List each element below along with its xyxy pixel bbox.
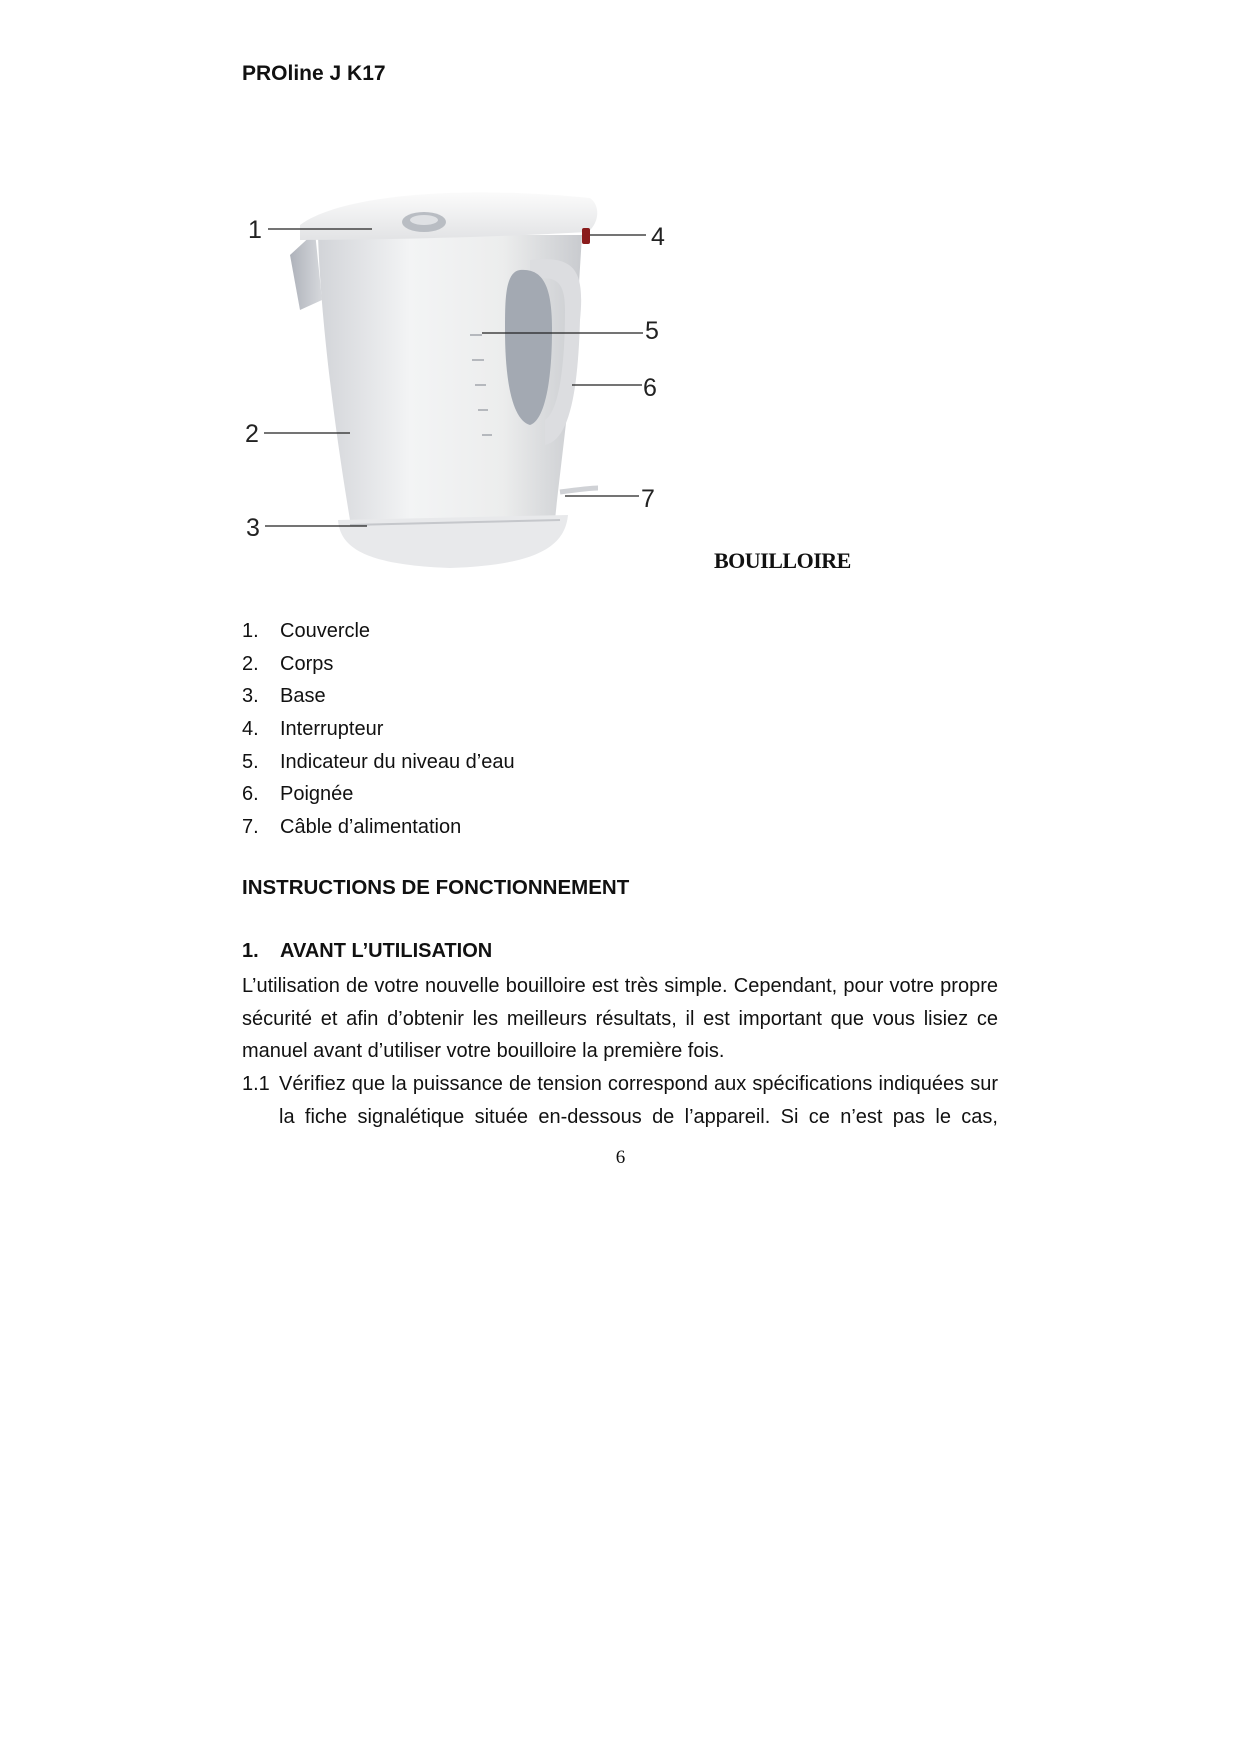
- list-item: 4. Interrupteur: [242, 718, 384, 741]
- figure-title: BOUILLOIRE: [714, 548, 851, 573]
- list-item: 2. Corps: [242, 652, 334, 675]
- callout-3: 3: [246, 514, 260, 542]
- document-header: PROline J K17: [242, 62, 386, 85]
- list-item: 1. Couvercle: [242, 620, 371, 642]
- page-number: 6: [615, 1147, 626, 1168]
- parts-list: [242, 615, 515, 844]
- section-1-paragraph: L’utilisation de votre nouvelle bouilloire est très simple. Cependant, pour votre propre sécurité et afin d’obtenir les meilleurs résultats, il est important que vous lisiez ce manuel avant d’utiliser votre bouilloire la première fois.: [242, 975, 998, 1063]
- list-item: 7. Câble d’alimentation: [242, 816, 462, 839]
- instructions-heading: INSTRUCTIONS DE FONCTIONNEMENT: [242, 876, 630, 899]
- list-item: 5. Indicateur du niveau d’eau: [242, 750, 515, 773]
- kettle-figure: [0, 0, 1241, 600]
- callout-7: 7: [641, 485, 655, 513]
- section-1-heading: 1. AVANT L’UTILISATION: [242, 940, 493, 962]
- callout-4: 4: [651, 223, 665, 251]
- callout-2: 2: [245, 420, 259, 448]
- list-item: 3. Base: [242, 685, 326, 708]
- callout-6: 6: [643, 374, 657, 402]
- kettle-illustration: [290, 192, 598, 568]
- section-1-item-1-1: 1.1 Vérifiez que la puissance de tension correspond aux spécifications indiquées sur la fiche signalétique située en-dessous de l’appareil. Si ce n’est pas le cas,: [242, 1073, 998, 1128]
- callout-1: 1: [248, 216, 262, 244]
- callout-5: 5: [645, 317, 659, 345]
- list-item: 6. Poignée: [242, 783, 354, 806]
